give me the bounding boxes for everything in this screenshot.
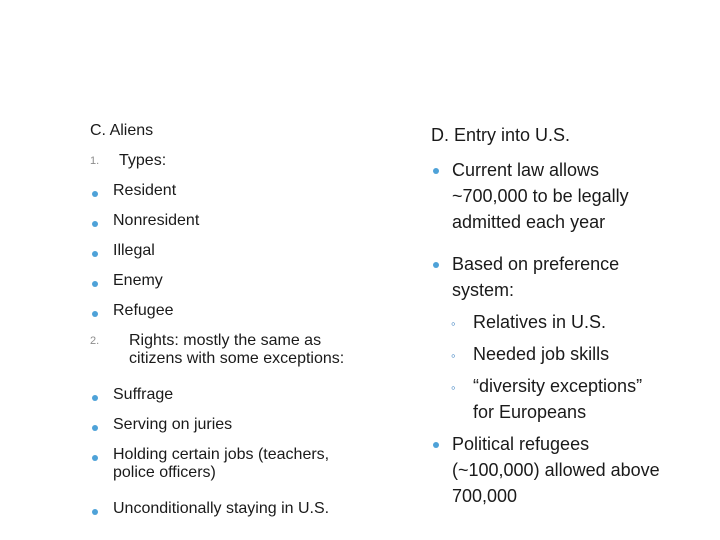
entry-text: (~100,000) allowed above bbox=[452, 460, 660, 480]
exception-item bbox=[90, 446, 390, 500]
sub-item bbox=[431, 309, 701, 341]
type-item bbox=[90, 302, 390, 332]
bullet-icon bbox=[433, 168, 439, 174]
bullet-icon bbox=[92, 311, 98, 317]
bullet-icon bbox=[92, 455, 98, 461]
rights-line-2: citizens with some exceptions: bbox=[129, 350, 345, 367]
sub-text: “diversity exceptions” bbox=[473, 376, 643, 396]
sub-item bbox=[431, 373, 701, 431]
entry-bullet bbox=[431, 157, 701, 251]
entry-text: 700,000 bbox=[452, 486, 518, 506]
entry-text: Political refugees bbox=[452, 434, 590, 454]
entry-column bbox=[431, 125, 701, 511]
exception-text-cont: police officers) bbox=[113, 464, 216, 481]
entry-text: Current law allows bbox=[452, 160, 600, 180]
sub-text-cont: for Europeans bbox=[473, 402, 587, 422]
entry-text: Based on preference bbox=[452, 254, 620, 274]
entry-heading bbox=[431, 125, 701, 157]
type-label: Resident bbox=[113, 182, 177, 199]
bullet-icon bbox=[92, 395, 98, 401]
type-item bbox=[90, 182, 390, 212]
type-label: Illegal bbox=[113, 242, 155, 259]
sub-bullet-icon: ◦ bbox=[451, 316, 456, 331]
entry-bullet bbox=[431, 431, 701, 511]
exception-item bbox=[90, 416, 390, 446]
bullet-icon bbox=[433, 442, 439, 448]
aliens-column bbox=[90, 122, 390, 530]
rights-item bbox=[90, 332, 390, 386]
exception-text: Unconditionally staying in U.S. bbox=[113, 500, 330, 517]
rights-number: 2. bbox=[90, 335, 100, 347]
bullet-icon bbox=[92, 509, 98, 515]
entry-heading-text: D. Entry into U.S. bbox=[431, 125, 571, 145]
type-label: Refugee bbox=[113, 302, 174, 319]
sub-text: Relatives in U.S. bbox=[473, 312, 607, 332]
type-label: Nonresident bbox=[113, 212, 200, 229]
bullet-icon bbox=[92, 191, 98, 197]
sub-bullet-icon: ◦ bbox=[451, 348, 456, 363]
entry-bullet bbox=[431, 251, 701, 309]
rights-line-1: Rights: mostly the same as bbox=[129, 332, 322, 349]
aliens-heading-text: C. Aliens bbox=[90, 122, 154, 139]
entry-text: admitted each year bbox=[452, 212, 606, 232]
types-label: Types: bbox=[119, 152, 167, 169]
type-item bbox=[90, 242, 390, 272]
type-item bbox=[90, 212, 390, 242]
exception-text: Suffrage bbox=[113, 386, 174, 403]
sub-item bbox=[431, 341, 701, 373]
sub-bullet-icon: ◦ bbox=[451, 380, 456, 395]
bullet-icon bbox=[92, 251, 98, 257]
bullet-icon bbox=[433, 262, 439, 268]
exception-text: Serving on juries bbox=[113, 416, 233, 433]
types-number: 1. bbox=[90, 155, 100, 167]
entry-text: ~700,000 to be legally bbox=[452, 186, 629, 206]
types-item bbox=[90, 152, 390, 182]
type-item bbox=[90, 272, 390, 302]
bullet-icon bbox=[92, 425, 98, 431]
entry-text: system: bbox=[452, 280, 515, 300]
bullet-icon bbox=[92, 221, 98, 227]
exception-item bbox=[90, 500, 390, 530]
aliens-heading bbox=[90, 122, 390, 152]
exception-item bbox=[90, 386, 390, 416]
sub-text: Needed job skills bbox=[473, 344, 610, 364]
exception-text: Holding certain jobs (teachers, bbox=[113, 446, 330, 463]
type-label: Enemy bbox=[113, 272, 163, 289]
bullet-icon bbox=[92, 281, 98, 287]
